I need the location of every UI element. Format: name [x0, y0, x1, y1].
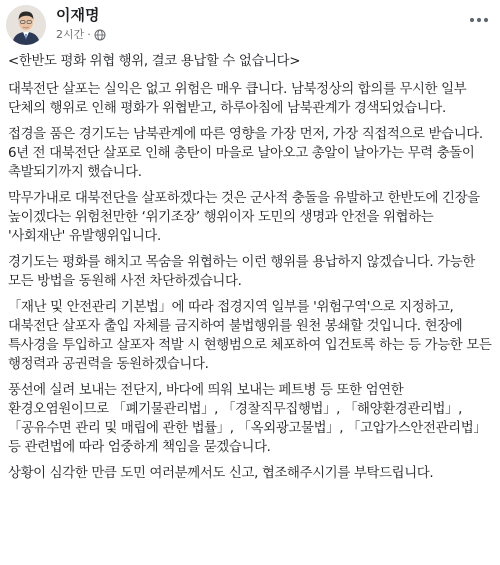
author-avatar[interactable] — [6, 5, 46, 45]
post-meta — [56, 28, 106, 42]
post-paragraph: 상황이 심각한 만큼 도민 여러분께서도 신고, 협조해주시기를 부탁드립니다. — [8, 466, 434, 481]
author-name[interactable]: 이재명 — [56, 6, 100, 24]
post-title: <한반도 평화 위협 행위, 결코 용납할 수 없습니다> — [8, 54, 301, 69]
post-paragraph: 풍선에 실려 보내는 전단지, 바다에 띄워 보내는 페트병 등 또한 엄연한 환경오염원이므로 「폐기물관리법」, 「경찰직무집행법」, 「해양환경관리법」, 「공유수면 관리 및 매립에 관한 법률」, 「옥외광고물법」, 「고압가스안전관리법」 등 관련법에 따라 엄중하게 책임을 묻겠습니다. — [8, 383, 487, 455]
more-options-button[interactable] — [464, 8, 494, 32]
post-header — [0, 0, 500, 46]
avatar-image — [6, 5, 46, 45]
globe-icon — [94, 29, 106, 41]
post-paragraph: 대북전단 살포는 실익은 없고 위험은 매우 큽니다. 남북정상의 합의를 무시한 일부 단체의 행위로 인해 평화가 위협받고, 하루아침에 남북관계가 경색되었습니다. — [8, 82, 467, 116]
post-paragraph: 「재난 및 안전관리 기본법」에 따라 접경지역 일부를 '위험구역'으로 지정하고, 대북전단 살포자 출입 자체를 금지하여 불법행위를 원천 봉쇄할 것입니다. 현장에 특사경을 투입하고 살포자 적발 시 현행범으로 체포하여 입건토록 하는 등 가능한 모든 행정력과 공권력을 동원하겠습니다. — [8, 300, 492, 372]
post-body — [8, 52, 492, 490]
post-paragraph: 접경을 품은 경기도는 남북관계에 따른 영향을 가장 먼저, 가장 직접적으로 받습니다. 6년 전 대북전단 살포로 인해 총탄이 마을로 날아오고 총알이 날아가는 무력 충돌이 촉발되기까지 했습니다. — [8, 127, 483, 180]
post-timestamp[interactable]: 2시간 — [56, 28, 85, 41]
more-dots-icon — [469, 17, 489, 23]
post-paragraph: 경기도는 평화를 해치고 목숨을 위협하는 이런 행위를 용납하지 않겠습니다. 가능한 모든 방법을 동원해 사전 차단하겠습니다. — [8, 255, 475, 289]
post-paragraph: 막무가내로 대북전단을 살포하겠다는 것은 군사적 충돌을 유발하고 한반도에 긴장을 높이겠다는 위험천만한 ‘위기조장’ 행위이자 도민의 생명과 안전을 위협하는 '사회재난' 유발행위입니다. — [8, 191, 480, 244]
meta-separator: · — [87, 28, 91, 41]
